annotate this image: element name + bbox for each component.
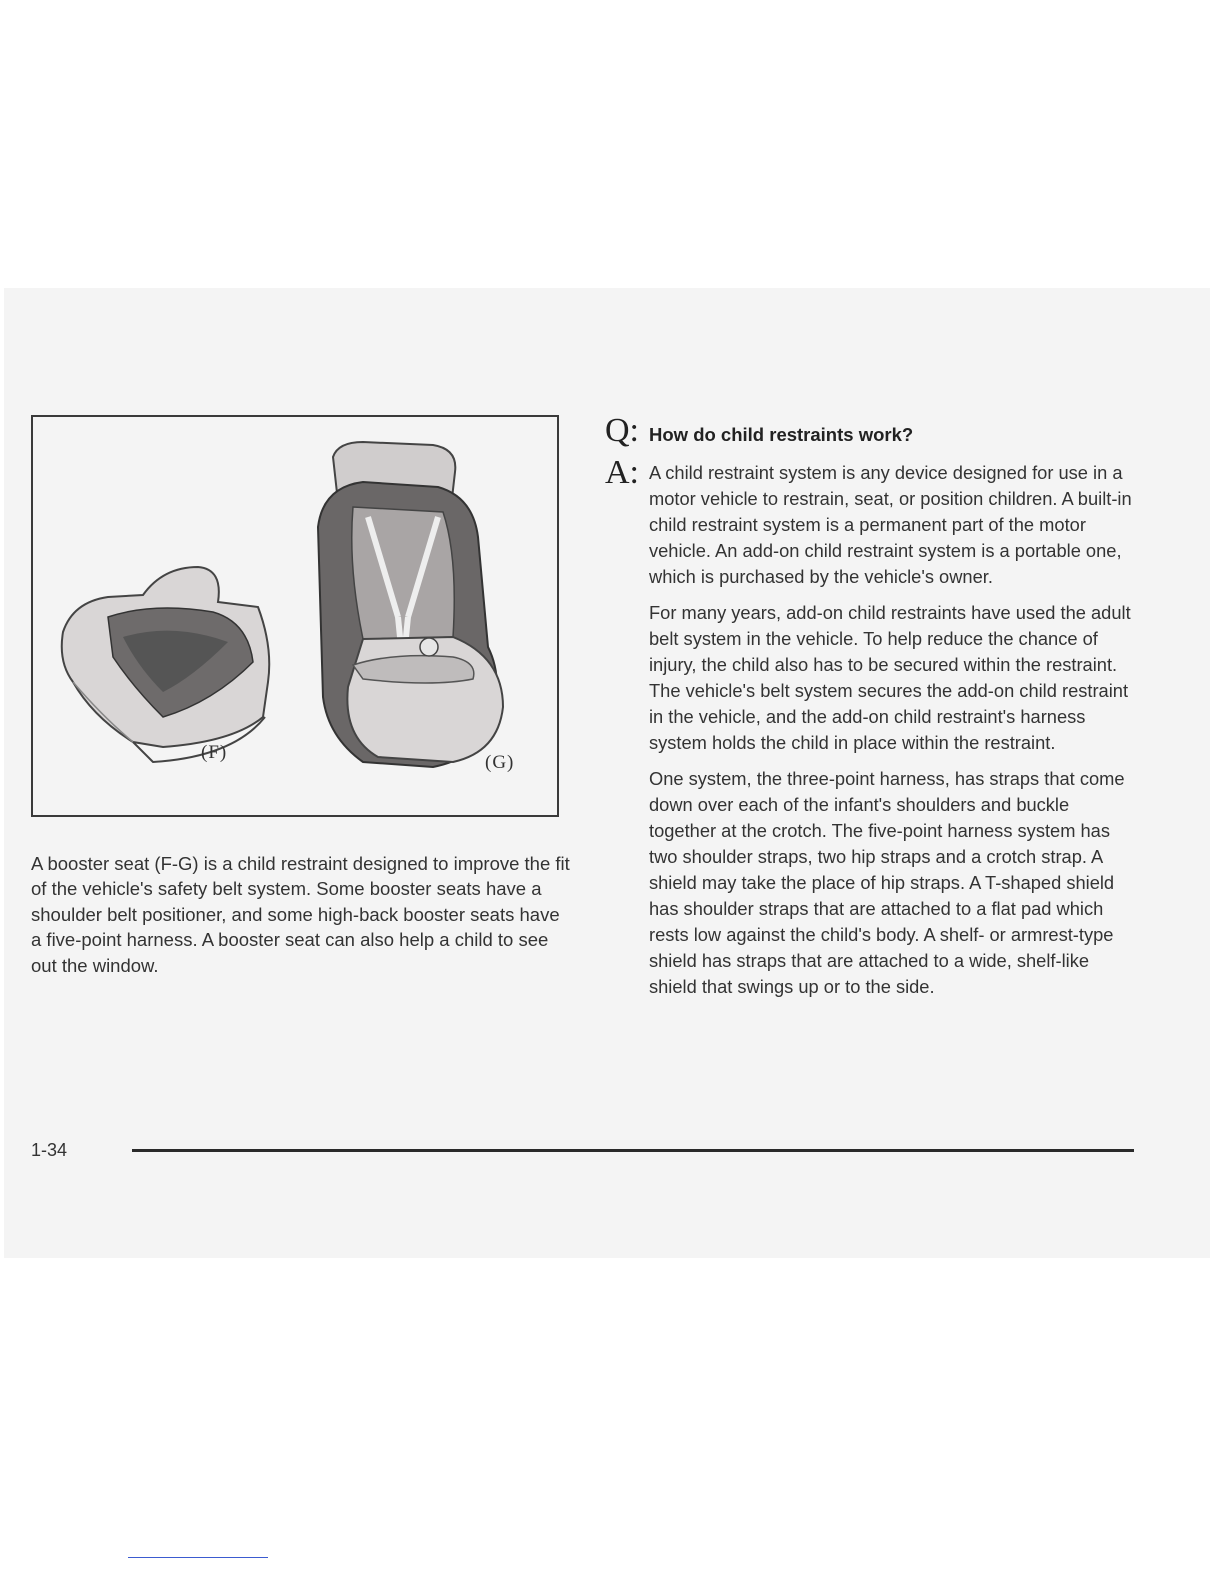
a-mark: A: xyxy=(605,454,639,491)
answer-paragraph: For many years, add-on child restraints have used the adult belt system in the vehicle. To help reduce the chance of injury, the child also has to be secured within the restraint. The vehicle's belt system secures the add-on child restraint in the vehicle, and the add-on child restraint's harness system holds the child in place within the restraint. xyxy=(649,602,1131,753)
answer-paragraph: A child restraint system is any device designed for use in a motor vehicle to restrain, seat, or position children. A built-in child restraint system is a permanent part of the motor vehicle. An add-on child restraint system is a portable one, which is purchased by the vehicle's owner. xyxy=(649,462,1132,587)
figure-label-g: (G) xyxy=(485,752,515,773)
question-row xyxy=(605,412,1165,450)
q-mark: Q: xyxy=(605,412,639,449)
footer-divider xyxy=(132,1149,1134,1152)
booster-seats-illustration xyxy=(33,417,557,815)
booster-seat-figure xyxy=(31,415,559,817)
bottom-divider xyxy=(128,1557,268,1558)
answer-block xyxy=(605,454,1145,1010)
answer-body xyxy=(649,460,1137,1010)
backless-booster-seat-f xyxy=(62,567,270,762)
page-number: 1-34 xyxy=(31,1140,68,1160)
question-heading: How do child restraints work? xyxy=(649,424,914,445)
high-back-booster-seat-g xyxy=(318,442,503,767)
figure-label-f: (F) xyxy=(201,742,228,763)
answer-paragraph: One system, the three-point harness, has straps that come down over each of the infant's shoulders and buckle together at the crotch. The five-point harness system has two shoulder straps, two hip straps and a crotch strap. A shield may take the place of hip straps. A T-shaped shield has shoulder straps that are attached to a flat pad which rests low against the child's body. A shelf- or armrest-type shield has straps that are attached to a wide, shelf-like shield that swings up or to the side. xyxy=(649,768,1125,997)
figure-caption: A booster seat (F-G) is a child restraint designed to improve the fit of the vehicle's safety belt system. Some booster seats have a shoulder belt positioner, and some high-back booster seats have a five-point harness. A booster seat can also help a child to see out the window. xyxy=(31,853,570,976)
